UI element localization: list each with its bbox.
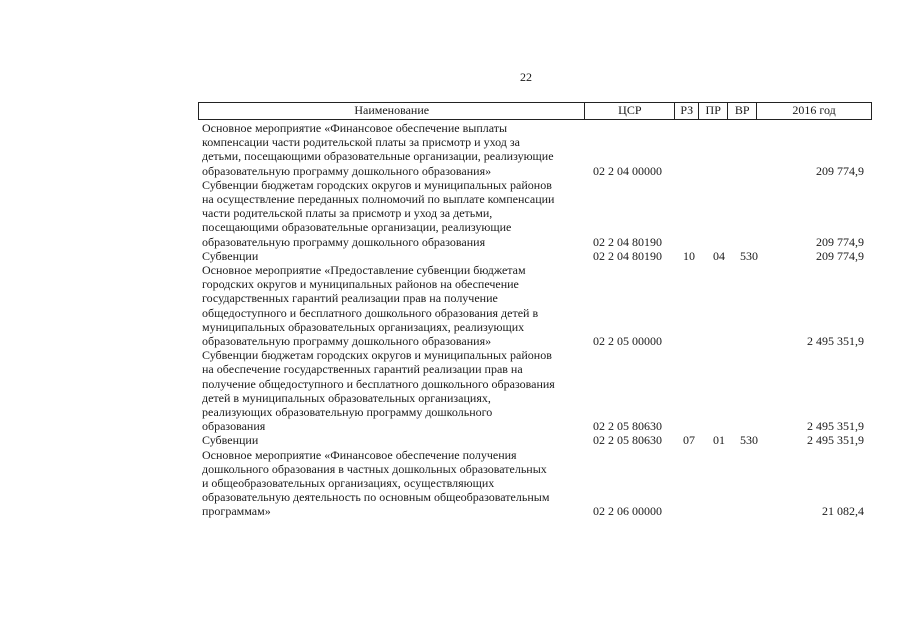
row-name: Субвенции бюджетам городских округов и муниципальных районов на осуществление переданных полномочий по выплате компенсации части родительской платы за присмотр и уход за детьми, посещающими образовательные организации, реализующие образовательную программу дошкольного образования: [202, 177, 555, 249]
table-row: [202, 178, 870, 249]
row-rz: 10: [683, 248, 695, 263]
row-csr: 02 2 04 80190: [593, 248, 662, 263]
row-csr: 02 2 05 80630: [593, 419, 662, 434]
header-pr: ПР: [699, 103, 728, 119]
row-pr: 01: [713, 433, 725, 448]
header-vr: ВР: [728, 103, 757, 119]
row-amount: 209 774,9: [816, 248, 864, 263]
table-row: [202, 348, 870, 433]
row-csr: 02 2 06 00000: [593, 504, 662, 519]
header-year: 2016 год: [757, 103, 872, 119]
header-csr: ЦСР: [585, 103, 675, 119]
header-rz: РЗ: [675, 103, 699, 119]
row-csr: 02 2 05 00000: [593, 334, 662, 349]
table-row: [202, 433, 870, 447]
row-name: Субвенции: [202, 248, 259, 263]
row-rz: 07: [683, 433, 695, 448]
row-amount: 21 082,4: [822, 504, 864, 519]
row-name: Субвенции: [202, 433, 259, 448]
row-csr: 02 2 05 80630: [593, 433, 662, 448]
table-body: [202, 121, 870, 519]
row-pr: 04: [713, 248, 725, 263]
table-row: [202, 448, 870, 519]
row-amount: 209 774,9: [816, 163, 864, 178]
row-vr: 530: [740, 433, 758, 448]
row-amount: 2 495 351,9: [807, 334, 864, 349]
table-row: [202, 263, 870, 348]
row-vr: 530: [740, 248, 758, 263]
row-name: Основное мероприятие «Финансовое обеспечение выплаты компенсации части родительской платы за присмотр и уход за детьми, посещающими образовательные организации, реализующие образовательную программу дошкольного образования»: [202, 121, 554, 178]
table-row: [202, 249, 870, 263]
row-amount: 2 495 351,9: [807, 419, 864, 434]
row-csr: 02 2 04 00000: [593, 163, 662, 178]
row-csr: 02 2 04 80190: [593, 234, 662, 249]
row-name: Основное мероприятие «Финансовое обеспечение получения дошкольного образования в частных дошкольных образовательных и общеобразовательных организациях, осуществляющих образовательную деятельность по основным общеобразовательным программам»: [202, 447, 550, 519]
page-number: 22: [520, 70, 532, 84]
table-row: [202, 121, 870, 178]
header-name: Наименование: [199, 103, 585, 119]
row-name: Субвенции бюджетам городских округов и муниципальных районов на обеспечение государственных гарантий реализации прав на получение общедоступного и бесплатного дошкольного образования детей в муниципальных образовательных организациях, реализующих образовательную программу дошкольного образования: [202, 348, 555, 434]
table-header: [198, 102, 872, 120]
row-amount: 209 774,9: [816, 234, 864, 249]
row-name: Основное мероприятие «Предоставление субвенции бюджетам городских округов и муниципальных районов на обеспечение государственных гарантий реализации прав на получение общедоступного и бесплатного дошкольного образования детей в муниципальных образовательных организациях, реализующих образовательную программу дошкольного образования»: [202, 263, 539, 349]
row-amount: 2 495 351,9: [807, 433, 864, 448]
